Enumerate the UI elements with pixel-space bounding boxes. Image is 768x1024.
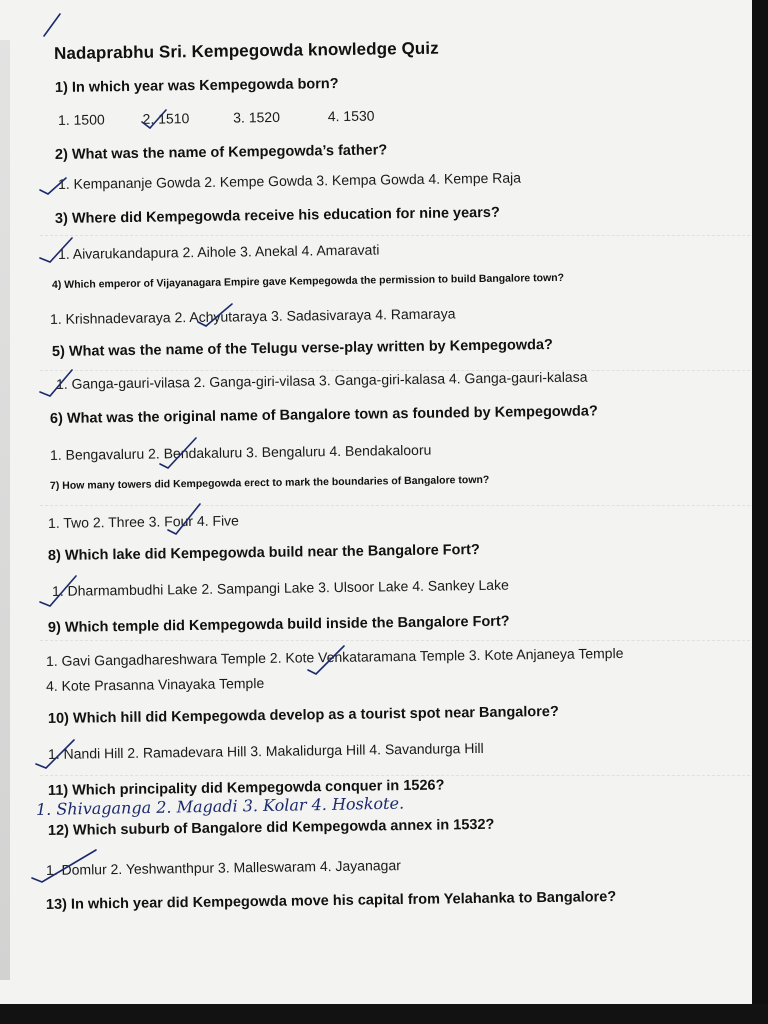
question-5: 5) What was the name of the Telugu verse-play written by Kempegowda? bbox=[51, 337, 553, 360]
options-5: 1. Ganga-gauri-vilasa 2. Ganga-giri-vilasa 3. Ganga-giri-kalasa 4. Ganga-gauri-kalasa bbox=[55, 368, 588, 392]
options-12: 1. Domlur 2. Yeshwanthpur 3. Malleswaram 4. Jayanagar bbox=[45, 857, 401, 878]
option-1-4: 4. 1530 bbox=[327, 107, 375, 125]
question-3: 3) Where did Kempegowda receive his education for nine years? bbox=[54, 204, 500, 227]
faint-rule bbox=[40, 640, 755, 641]
option-1-2: 2. 1510 bbox=[142, 110, 190, 127]
handwritten-options-11: 1. Shivaganga 2. Magadi 3. Kolar 4. Hoskote. bbox=[35, 793, 405, 819]
faint-rule bbox=[40, 505, 755, 506]
question-4: 4) Which emperor of Vijayanagara Empire gave Kempegowda the permission to build Bangalore town? bbox=[51, 271, 565, 291]
options-1 bbox=[58, 108, 375, 128]
question-13: 13) In which year did Kempegowda move his capital from Yelahanka to Bangalore? bbox=[45, 889, 617, 913]
question-10: 10) Which hill did Kempegowda develop as a tourist spot near Bangalore? bbox=[47, 703, 559, 727]
option-1-1: 1. 1500 bbox=[57, 111, 105, 128]
question-2: 2) What was the name of Kempegowda’s father? bbox=[54, 142, 388, 163]
options-2: 1. Kempananje Gowda 2. Kempe Gowda 3. Kempa Gowda 4. Kempe Raja bbox=[57, 169, 522, 192]
options-7: 1. Two 2. Three 3. Four 4. Five bbox=[47, 512, 240, 531]
question-7: 7) How many towers did Kempegowda erect to mark the boundaries of Bangalore town? bbox=[49, 473, 490, 492]
option-1-3: 3. 1520 bbox=[233, 108, 281, 126]
scan-edge-right bbox=[752, 0, 768, 1024]
question-8: 8) Which lake did Kempegowda build near the Bangalore Fort? bbox=[47, 541, 480, 564]
options-9-continued: 4. Kote Prasanna Vinayaka Temple bbox=[45, 674, 265, 694]
page-title: Nadaprabhu Sri. Kempegowda knowledge Quiz bbox=[53, 38, 439, 63]
faint-rule bbox=[40, 235, 755, 236]
question-9: 9) Which temple did Kempegowda build inside the Bangalore Fort? bbox=[47, 613, 510, 636]
question-11: 11) Which principality did Kempegowda conquer in 1526? bbox=[47, 777, 445, 799]
scan-edge-left bbox=[0, 40, 10, 980]
options-6: 1. Bengavaluru 2. Bendakaluru 3. Bengaluru 4. Bendakalooru bbox=[49, 441, 432, 463]
options-10: 1. Nandi Hill 2. Ramadevara Hill 3. Makalidurga Hill 4. Savandurga Hill bbox=[47, 739, 484, 762]
options-3: 1. Aivarukandapura 2. Aihole 3. Anekal 4. Amaravati bbox=[57, 241, 380, 262]
scan-edge-bottom bbox=[0, 1004, 768, 1024]
question-6: 6) What was the original name of Bangalore town as founded by Kempegowda? bbox=[49, 403, 598, 427]
question-12: 12) Which suburb of Bangalore did Kempegowda annex in 1532? bbox=[47, 816, 495, 839]
corner-slash-mark bbox=[44, 14, 60, 36]
options-9: 1. Gavi Gangadhareshwara Temple 2. Kote Venkataramana Temple 3. Kote Anjaneya Temple bbox=[45, 644, 624, 669]
options-4: 1. Krishnadevaraya 2. Achyutaraya 3. Sadasivaraya 4. Ramaraya bbox=[49, 305, 456, 327]
options-8: 1. Dharmambudhi Lake 2. Sampangi Lake 3. Ulsoor Lake 4. Sankey Lake bbox=[51, 576, 509, 599]
question-1: 1) In which year was Kempegowda born? bbox=[54, 76, 339, 96]
faint-rule bbox=[40, 775, 755, 776]
